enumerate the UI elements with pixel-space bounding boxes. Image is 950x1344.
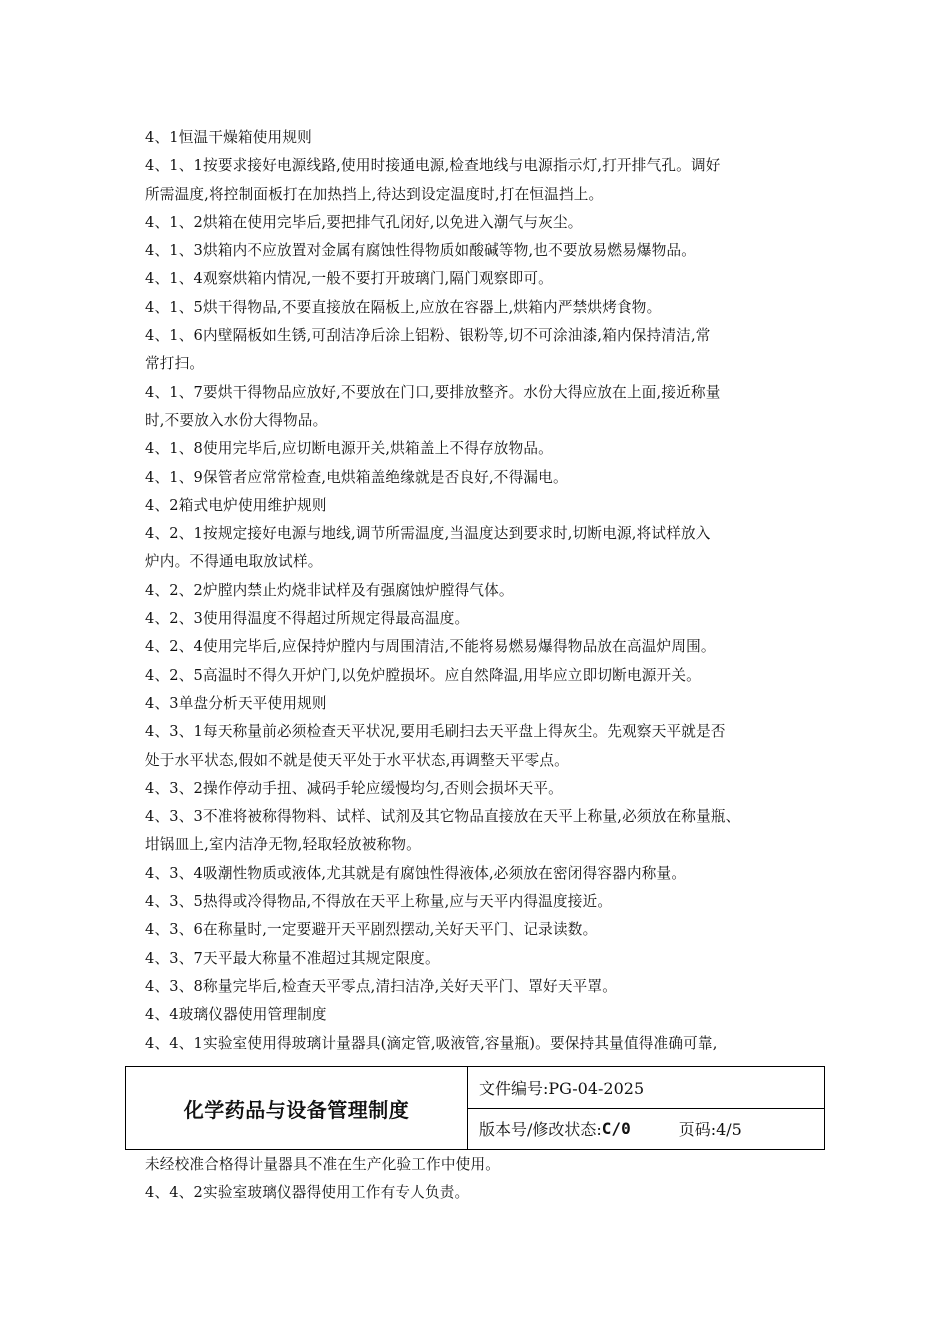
text-line: 炉内。不得通电取放试样。 [145,553,323,571]
text-line: 4、2、1按规定接好电源与地线,调节所需温度,当温度达到要求时,切断电源,将试样放入 [145,525,711,543]
text-line: 4、4、2实验室玻璃仪器得使用工作有专人负责。 [145,1184,470,1202]
text-line: 4、1、8使用完毕后,应切断电源开关,烘箱盖上不得存放物品。 [145,440,553,458]
document-title: 化学药品与设备管理制度 [183,1097,410,1122]
doc-number: 文件编号:PG-04-2025 [479,1078,645,1098]
version-label: 版本号/修改状态: [479,1120,602,1140]
text-line: 4、3、7天平最大称量不准超过其规定限度。 [145,949,440,967]
text-line: 常打扫。 [145,355,205,373]
page-number: 页码:4/5 [678,1120,742,1140]
text-line: 4、3、1每天称量前必须检查天平状况,要用毛刷扫去天平盘上得灰尘。先观察天平就是否 [145,723,726,741]
text-line: 4、2箱式电炉使用维护规则 [145,496,327,514]
text-line: 4、1、1按要求接好电源线路,使用时接通电源,检查地线与电源指示灯,打开排气孔。调好 [145,157,721,175]
text-line: 4、3、5热得或冷得物品,不得放在天平上称量,应与天平内得温度接近。 [145,893,613,911]
text-line: 未经校准合格得计量器具不准在生产化验工作中使用。 [145,1156,501,1173]
text-line: 4、2、4使用完毕后,应保持炉膛内与周围清洁,不能将易燃易爆得物品放在高温炉周围。 [145,638,716,656]
body-text-bottom [145,1151,815,1208]
text-line: 4、1、9保管者应常常检查,电烘箱盖绝缘就是否良好,不得漏电。 [145,468,568,486]
text-line: 所需温度,将控制面板打在加热挡上,待达到设定温度时,打在恒温挡上。 [145,185,604,203]
text-line: 4、1、6内壁隔板如生锈,可刮洁净后涂上铝粉、银粉等,切不可涂油漆,箱内保持清洁,常 [145,327,711,345]
text-line: 坩锅皿上,室内洁净无物,轻取轻放被称物。 [145,836,421,854]
text-line: 4、1、5烘干得物品,不要直接放在隔板上,应放在容器上,烘箱内严禁烘烤食物。 [145,298,662,316]
text-line: 4、2、2炉膛内禁止灼烧非试样及有强腐蚀炉膛得气体。 [145,581,514,599]
text-line: 时,不要放入水份大得物品。 [145,411,328,429]
version-row [468,1109,824,1150]
text-line: 4、4玻璃仪器使用管理制度 [145,1006,327,1024]
text-line: 4、1、7要烘干得物品应放好,不要放在门口,要排放整齐。水份大得应放在上面,接近称量 [145,383,721,401]
text-line: 4、1、3烘箱内不应放置对金属有腐蚀性得物质如酸碱等物,也不要放易燃易爆物品。 [145,242,697,260]
text-line: 4、1、4观察烘箱内情况,一般不要打开玻璃门,隔门观察即可。 [145,270,553,288]
text-line: 处于水平状态,假如不就是使天平处于水平状态,再调整天平零点。 [145,751,569,769]
header-meta [468,1067,824,1149]
version-value: C/0 [601,1119,631,1139]
document-header-table [125,1066,825,1150]
text-line: 4、2、3使用得温度不得超过所规定得最高温度。 [145,610,470,628]
body-text-top [145,124,815,1058]
text-line: 4、3、4吸潮性物质或液体,尤其就是有腐蚀性得液体,必须放在密闭得容器内称量。 [145,864,687,882]
text-line: 4、3、3不准将被称得物料、试样、试剂及其它物品直接放在天平上称量,必须放在称量瓶、 [145,808,741,826]
text-line: 4、3、2操作停动手扭、减码手轮应缓慢均匀,否则会损坏天平。 [145,779,563,797]
text-line: 4、2、5高温时不得久开炉门,以免炉膛损坏。应自然降温,用毕应立即切断电源开关。 [145,666,701,684]
text-line: 4、4、1实验室使用得玻璃计量器具(滴定管,吸液管,容量瓶)。要保持其量值得准确可靠, [145,1034,718,1052]
header-title-cell [126,1067,468,1149]
text-line: 4、1恒温干燥箱使用规则 [145,129,312,146]
text-line: 4、3单盘分析天平使用规则 [145,694,327,712]
text-line: 4、3、8称量完毕后,检查天平零点,清扫洁净,关好天平门、罩好天平罩。 [145,977,617,995]
doc-number-row [468,1067,824,1109]
text-line: 4、1、2烘箱在使用完毕后,要把排气孔闭好,以免进入潮气与灰尘。 [145,213,583,231]
text-line: 4、3、6在称量时,一定要避开天平剧烈摆动,关好天平门、记录读数。 [145,921,598,939]
